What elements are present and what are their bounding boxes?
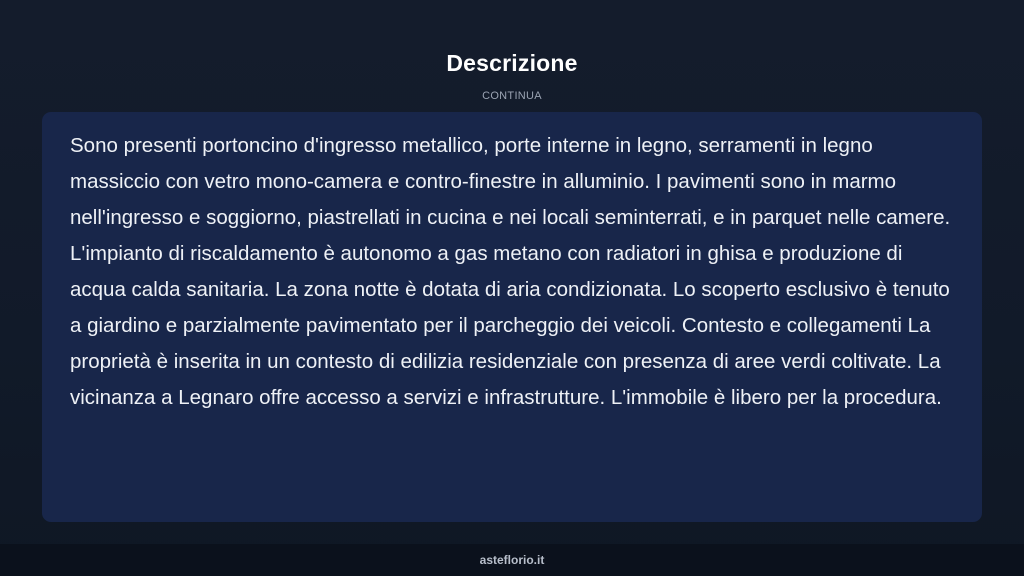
- footer-site-name: asteflorio.it: [479, 553, 545, 567]
- page-title: Descrizione: [446, 50, 578, 76]
- footer: [0, 544, 1024, 576]
- description-card: [42, 112, 982, 522]
- description-text: Sono presenti portoncino d'ingresso metallico, porte interne in legno, serramenti in legno massiccio con vetro mono-camera e contro-finestre in alluminio. I pavimenti sono in marmo nell'ingresso e soggiorno, piastrellati in cucina e nei locali seminterrati, e in parquet nelle camere. L'impianto di riscaldamento è autonomo a gas metano con radiatori in ghisa e produzione di acqua calda sanitaria. La zona notte è dotata di aria condizionata. Lo scoperto esclusivo è tenuto a giardino e parzialmente pavimentato per il parcheggio dei veicoli. Contesto e collegamenti La proprietà è inserita in un contesto di edilizia residenziale con presenza di aree verdi coltivate. La vicinanza a Legnaro offre accesso a servizi e infrastrutture. L'immobile è libero per la procedura.: [70, 134, 951, 409]
- continue-link[interactable]: CONTINUA: [482, 90, 542, 102]
